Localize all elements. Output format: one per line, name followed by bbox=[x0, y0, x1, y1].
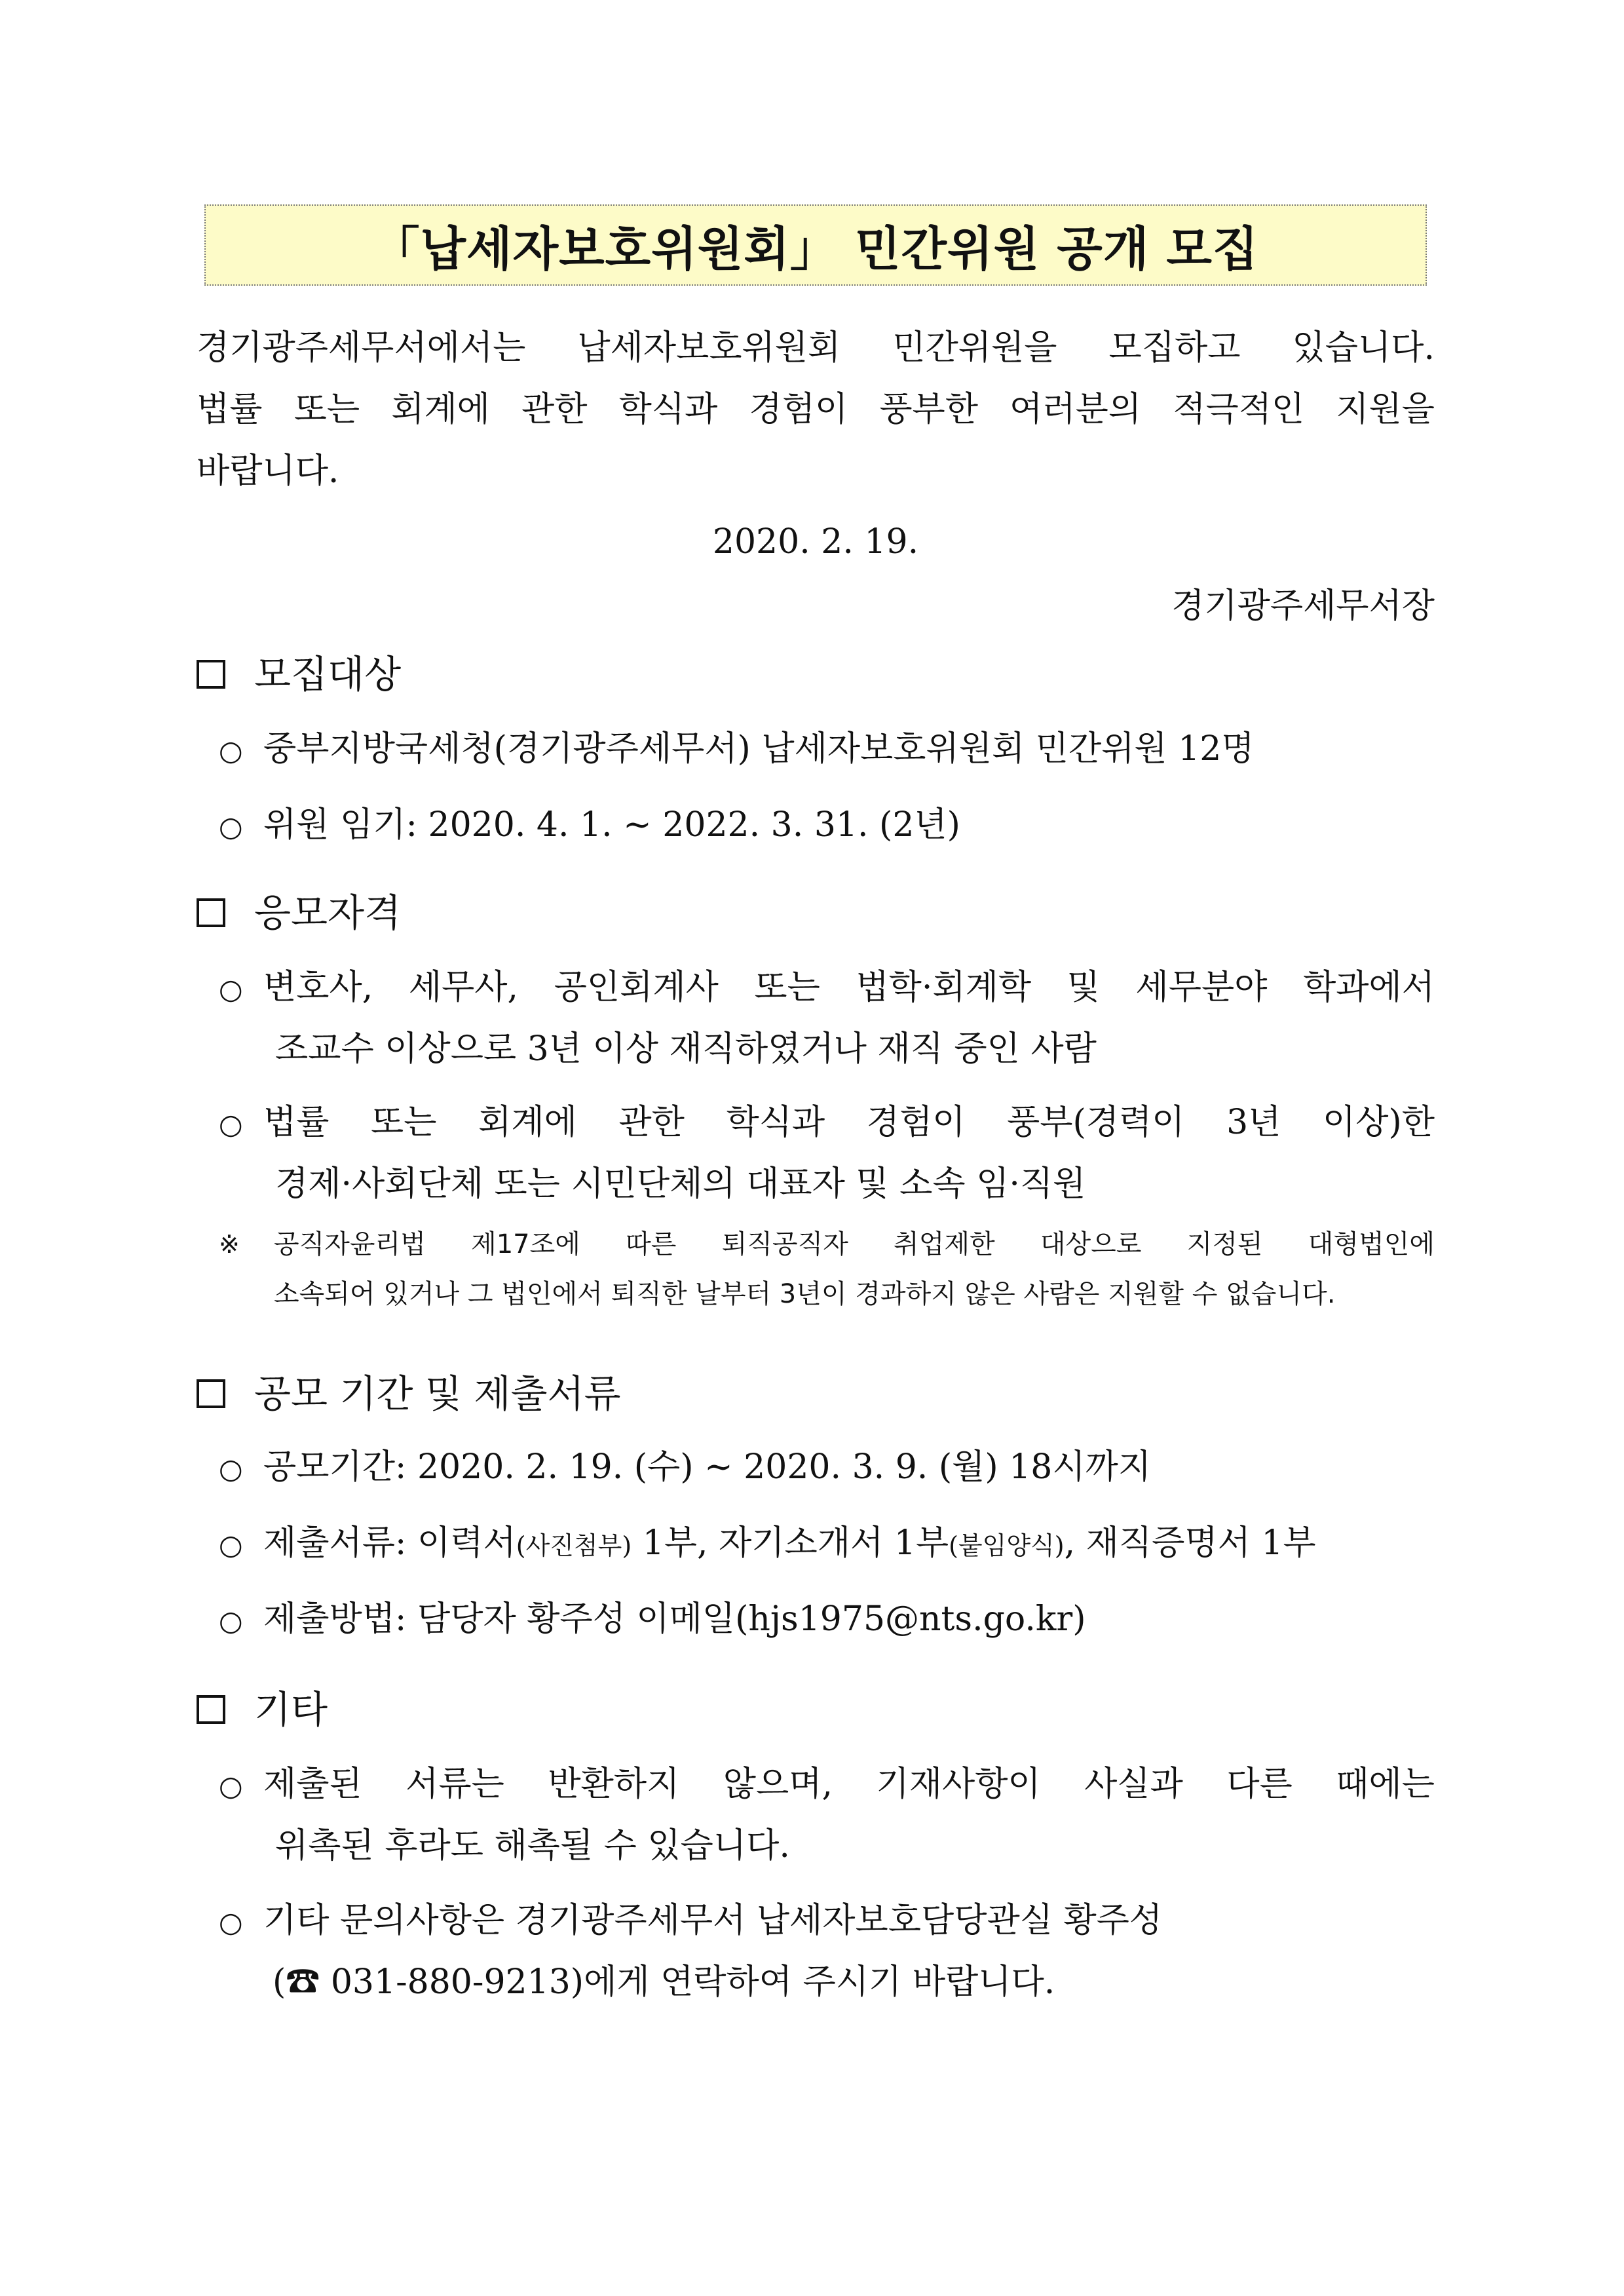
section-target-title: 모집대상 bbox=[254, 652, 402, 697]
signer: 경기광주세무서장 bbox=[1171, 586, 1435, 626]
target-item-1: 중부지방국세청(경기광주세무서) 납세자보호위원회 민간위원 12명 bbox=[263, 729, 1255, 769]
other-item-2-line-1: 기타 문의사항은 경기광주세무서 납세자보호담당관실 황주성 bbox=[263, 1901, 1163, 1940]
list-item bbox=[219, 1588, 1435, 1652]
bullet-circle-icon: ○ bbox=[219, 1529, 243, 1561]
bullet-circle-icon: ○ bbox=[219, 735, 243, 767]
bullet-circle-icon: ○ bbox=[219, 1605, 243, 1637]
bullet-circle-icon: ○ bbox=[219, 1108, 243, 1140]
list-item bbox=[219, 718, 1435, 782]
bullet-circle-icon: ○ bbox=[219, 973, 243, 1005]
intro-line-3: 바랍니다. bbox=[197, 451, 339, 491]
list-item bbox=[219, 1092, 1435, 1155]
documents-suffix: , 재직증명서 1부 bbox=[1064, 1523, 1316, 1563]
qualification-item-2-line-2: 경제·사회단체 또는 시민단체의 대표자 및 소속 임·직원 bbox=[275, 1164, 1086, 1204]
list-item bbox=[219, 1753, 1435, 1817]
checkbox-square-icon bbox=[197, 1379, 225, 1408]
section-other-heading bbox=[197, 1679, 1435, 1740]
list-item bbox=[219, 957, 1435, 1020]
bullet-circle-icon: ○ bbox=[219, 811, 243, 843]
qualification-note-line-2: 소속되어 있거나 그 법인에서 퇴직한 날부터 3년이 경과하지 않은 사람은 지원할 수 없습니다. bbox=[274, 1279, 1336, 1309]
section-qualification-heading bbox=[197, 882, 1435, 944]
list-item bbox=[219, 1436, 1435, 1500]
other-item-1-line-1: 제출된 서류는 반환하지 않으며, 기재사항이 사실과 다른 때에는 bbox=[263, 1765, 1435, 1804]
documents-attach-note: (붙임양식) bbox=[949, 1531, 1065, 1560]
other-item-1-line-2: 위촉된 후라도 해촉될 수 있습니다. bbox=[275, 1826, 790, 1866]
bullet-circle-icon: ○ bbox=[219, 1453, 243, 1485]
qualification-note-line-1: 공직자윤리법 제17조에 따른 퇴직공직자 취업제한 대상으로 지정된 대형법인에 bbox=[274, 1229, 1435, 1259]
page-title: 「납세자보호위원회」 민간위원 공개 모집 bbox=[372, 221, 1259, 277]
title-box bbox=[204, 204, 1427, 286]
list-item bbox=[219, 1890, 1435, 1953]
documents-text bbox=[263, 1512, 1435, 1577]
documents-prefix: 제출서류: 이력서 bbox=[263, 1523, 516, 1563]
list-item bbox=[219, 794, 1435, 858]
reference-mark-icon: ※ bbox=[219, 1230, 240, 1259]
section-qualification-title: 응모자격 bbox=[254, 890, 402, 935]
period-text: 공모기간: 2020. 2. 19. (수) ~ 2020. 3. 9. (월) 18시까지 bbox=[263, 1447, 1152, 1487]
qualification-item-2-line-1: 법률 또는 회계에 관한 학식과 경험이 풍부(경력이 3년 이상)한 bbox=[263, 1103, 1435, 1142]
bullet-circle-icon: ○ bbox=[219, 1770, 243, 1802]
section-period-heading bbox=[197, 1363, 1435, 1425]
qualification-item-1-line-2: 조교수 이상으로 3년 이상 재직하였거나 재직 중인 사람 bbox=[275, 1029, 1097, 1069]
section-target-heading bbox=[197, 643, 1435, 705]
submission-method: 제출방법: 담당자 황주성 이메일(hjs1975@nts.go.kr) bbox=[263, 1599, 1086, 1639]
qualification-note bbox=[219, 1221, 1435, 1267]
other-item-2-line-2: (☎ 031-880-9213)에게 연락하여 주시기 바랍니다. bbox=[273, 1962, 1055, 2002]
intro-line-1: 경기광주세무서에서는 납세자보호위원회 민간위원을 모집하고 있습니다. bbox=[197, 328, 1435, 368]
target-item-2: 위원 임기: 2020. 4. 1. ~ 2022. 3. 31. (2년) bbox=[263, 805, 960, 845]
list-item bbox=[219, 1512, 1435, 1577]
checkbox-square-icon bbox=[197, 1695, 225, 1724]
qualification-item-1-line-1: 변호사, 세무사, 공인회계사 또는 법학·회계학 및 세무분야 학과에서 bbox=[263, 968, 1435, 1007]
documents-mid: 1부, 자기소개서 1부 bbox=[632, 1523, 949, 1563]
section-period-title: 공모 기간 및 제출서류 bbox=[254, 1371, 621, 1416]
section-other-title: 기타 bbox=[254, 1687, 328, 1732]
notice-date: 2020. 2. 19. bbox=[712, 522, 919, 562]
intro-line-2: 법률 또는 회계에 관한 학식과 경험이 풍부한 여러분의 적극적인 지원을 bbox=[197, 390, 1435, 429]
documents-photo-note: (사진첨부) bbox=[516, 1531, 632, 1560]
checkbox-square-icon bbox=[197, 898, 225, 927]
bullet-circle-icon: ○ bbox=[219, 1906, 243, 1938]
checkbox-square-icon bbox=[197, 660, 225, 689]
